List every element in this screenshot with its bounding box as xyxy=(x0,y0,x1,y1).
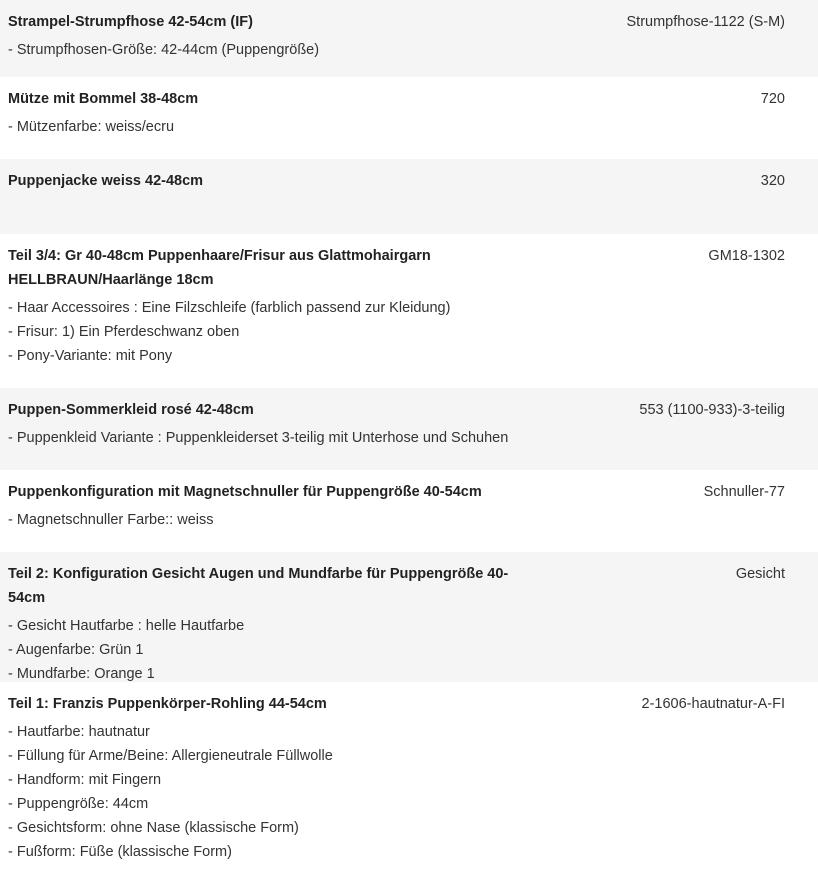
order-item-row xyxy=(0,682,818,875)
item-option: - Gesicht Hautfarbe : helle Hautfarbe xyxy=(8,618,245,634)
item-sku: 720 xyxy=(760,91,785,107)
item-sku: 320 xyxy=(760,173,785,189)
order-item-row xyxy=(0,470,818,552)
item-option: - Strumpfhosen-Größe: 42-44cm (Puppengröße) xyxy=(8,42,320,58)
item-title: Teil 3/4: Gr 40-48cm Puppenhaare/Frisur aus Glattmohairgarn HELLBRAUN/Haarlänge 18cm xyxy=(8,248,431,288)
order-item-row xyxy=(0,388,818,470)
item-title: Teil 1: Franzis Puppenkörper-Rohling 44-54cm xyxy=(8,696,327,712)
item-option: - Augenfarbe: Grün 1 xyxy=(8,642,144,658)
item-option: - Gesichtsform: ohne Nase (klassische Form) xyxy=(8,820,299,836)
item-title: Puppenkonfiguration mit Magnetschnuller für Puppengröße 40-54cm xyxy=(8,484,482,500)
order-item-row xyxy=(0,234,818,388)
item-option: - Mundfarbe: Orange 1 xyxy=(8,666,155,682)
item-sku: 553 (1100-933)-3-teilig xyxy=(639,402,785,418)
item-option: - Handform: mit Fingern xyxy=(8,772,162,788)
item-details xyxy=(8,87,528,147)
item-title: Teil 2: Konfiguration Gesicht Augen und Mundfarbe für Puppengröße 40-54cm xyxy=(8,566,509,606)
item-option: - Puppenkleid Variante : Puppenkleiderset 3-teilig mit Unterhose und Schuhen xyxy=(8,430,509,446)
item-option: - Magnetschnuller Farbe:: weiss xyxy=(8,512,214,528)
item-sku: Gesicht xyxy=(735,566,785,582)
item-sku: Schnuller-77 xyxy=(703,484,785,500)
order-item-row xyxy=(0,0,818,77)
item-option: - Frisur: 1) Ein Pferdeschwanz oben xyxy=(8,324,240,340)
item-option: - Puppengröße: 44cm xyxy=(8,796,149,812)
item-title: Mütze mit Bommel 38-48cm xyxy=(8,91,199,107)
item-details xyxy=(8,10,528,65)
item-title: Strampel-Strumpfhose 42-54cm (IF) xyxy=(8,14,253,30)
item-details xyxy=(8,169,528,222)
item-title: Puppen-Sommerkleid rosé 42-48cm xyxy=(8,402,254,418)
item-option: - Füllung für Arme/Beine: Allergieneutrale Füllwolle xyxy=(8,748,333,764)
item-details xyxy=(8,562,528,682)
item-option: - Pony-Variante: mit Pony xyxy=(8,348,173,364)
item-sku: Strumpfhose-1122 (S-M) xyxy=(626,14,785,30)
item-details xyxy=(8,480,528,540)
item-option: - Fußform: Füße (klassische Form) xyxy=(8,844,232,860)
order-item-row xyxy=(0,552,818,682)
order-item-row xyxy=(0,159,818,234)
item-details xyxy=(8,398,528,458)
item-option: - Haar Accessoires : Eine Filzschleife (farblich passend zur Kleidung) xyxy=(8,300,451,316)
item-sku: GM18-1302 xyxy=(708,248,785,264)
item-details xyxy=(8,244,528,376)
item-option: - Hautfarbe: hautnatur xyxy=(8,724,150,740)
item-sku: 2-1606-hautnatur-A-FI xyxy=(641,696,785,712)
item-title: Puppenjacke weiss 42-48cm xyxy=(8,173,204,189)
item-details xyxy=(8,692,528,863)
order-item-row xyxy=(0,77,818,159)
item-option: - Mützenfarbe: weiss/ecru xyxy=(8,119,175,135)
